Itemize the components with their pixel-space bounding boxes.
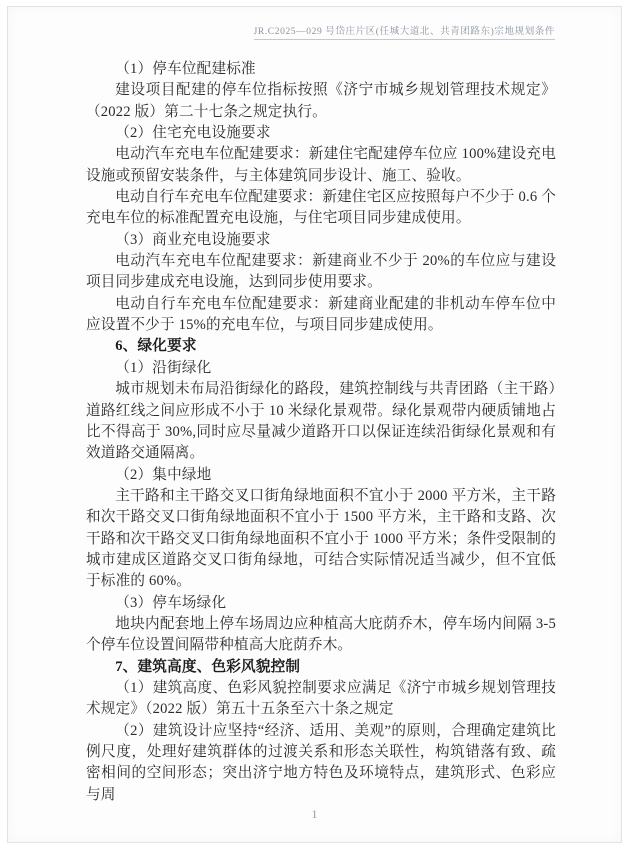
paragraph: （1）停车位配建标准: [115, 61, 256, 77]
paragraph: （1）沿街绿化: [115, 359, 212, 376]
paragraph: 电动自行车充电车位配建要求：新建住宅区应按照每户不少于 0.6 个充电车位的标准配置充电设施，与住宅项目同步建成使用。: [86, 189, 556, 227]
paragraph: （2）住宅充电设施要求: [115, 125, 271, 142]
paragraph: （3）商业充电设施要求: [115, 231, 271, 248]
document-page: [7, 6, 622, 843]
paragraph: （2）建筑设计应坚持“经济、适用、美观”的原则，合理确定建筑比例尺度，处理好建筑群体的过渡关系和形态关联性，构筑错落有致、疏密相间的空间形态；突出济宁地方特色及环境特点，建筑形式、色彩应与周: [86, 722, 556, 803]
section-heading: 7、建筑高度、色彩风貌控制: [115, 658, 301, 675]
paragraph: 建设项目配建的停车位指标按照《济宁市城乡规划管理技术规定》（2022 版）第二十七条之规定执行。: [86, 82, 556, 120]
document-body: [86, 59, 556, 806]
paragraph: 城市规划未布局沿街绿化的路段，建筑控制线与共青团路（主干路）道路红线之间应形成不小于 10 米绿化景观带。绿化景观带内硬质铺地占比不得高于 30%,同时应尽量减少道路开口以保证连续沿街绿化景观和有效道路交通隔离。: [86, 381, 556, 462]
paragraph: 电动汽车充电车位配建要求：新建商业不少于 20%的车位应与建设项目同步建成充电设施，达到同步使用要求。: [86, 253, 556, 291]
paragraph: 电动汽车充电车位配建要求：新建住宅配建停车位应 100%建设充电设施或预留安装条件，与主体建筑同步设计、施工、验收。: [86, 146, 556, 184]
paragraph: 地块内配套地上停车场周边应种植高大庇荫乔木，停车场内间隔 3-5 个停车位设置间隔带种植高大庇荫乔木。: [86, 615, 556, 654]
paragraph: （1）建筑高度、色彩风貌控制要求应满足《济宁市城乡规划管理技术规定》（2022 版）第五十五条至六十条之规定: [86, 679, 556, 718]
page-number: 1: [311, 807, 318, 821]
paragraph: 主干路和主干路交叉口街角绿地面积不宜小于 2000 平方米，主干路和次干路交叉口街角绿地面积不宜小于 1500 平方米，主干路和支路、次干路和次干路交叉口街角绿地面积不宜小于 1000 平方米；条件受限制的城市建成区道路交叉口街角绿地，可结合实际情况适当减少，但不宜低于标准的 60%。: [86, 487, 556, 590]
document-header-reference: JR.C2025—029 号岱庄片区(任城大道北、共青团路东)宗地规划条件: [254, 23, 555, 40]
paragraph: （3）停车场绿化: [115, 594, 227, 611]
paragraph: （2）集中绿地: [115, 466, 212, 483]
paragraph: 电动自行车充电车位配建要求：新建商业配建的非机动车停车位中应设置不少于 15%的充电车位，与项目同步建成使用。: [86, 295, 556, 334]
section-heading: 6、绿化要求: [115, 338, 197, 355]
